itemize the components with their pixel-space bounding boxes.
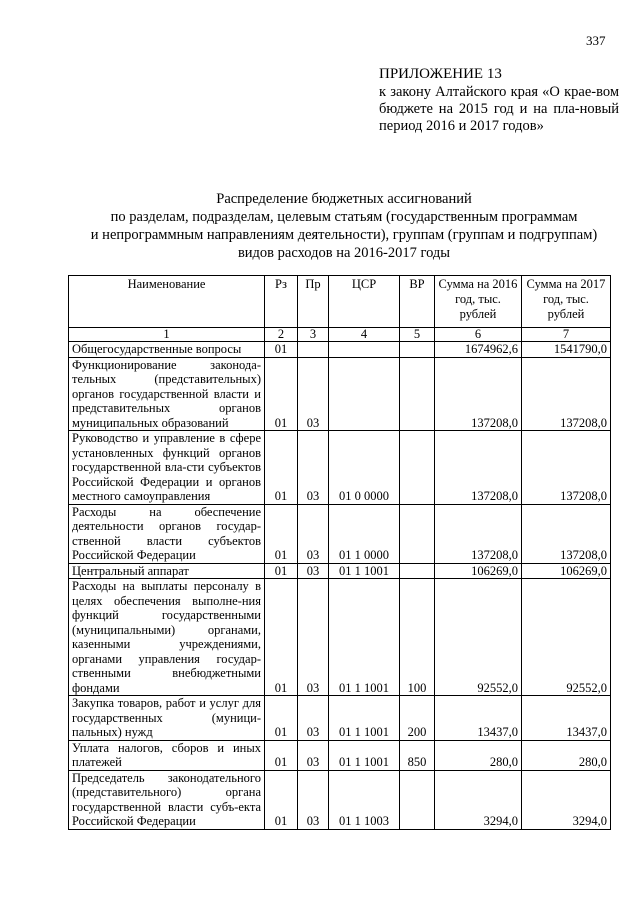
row-pr: 03 <box>298 431 329 505</box>
row-vr <box>400 342 435 358</box>
table-row <box>69 740 611 770</box>
page-number: 337 <box>586 33 606 48</box>
row-vr <box>400 563 435 579</box>
row-rz: 01 <box>265 579 298 696</box>
row-rz: 01 <box>265 563 298 579</box>
column-number: 3 <box>298 328 329 342</box>
row-rz: 01 <box>265 504 298 563</box>
row-pr: 03 <box>298 740 329 770</box>
table-row <box>69 770 611 829</box>
row-vr <box>400 504 435 563</box>
row-sum-2017: 92552,0 <box>522 579 611 696</box>
row-sum-2017: 137208,0 <box>522 504 611 563</box>
row-rz: 01 <box>265 696 298 741</box>
header-csr: ЦСР <box>329 276 400 328</box>
document-title <box>64 190 624 262</box>
document-title-line: и непрограммным направлениям деятельности), группам (группам и подгруппам) <box>90 227 598 243</box>
table-row <box>69 504 611 563</box>
row-csr: 01 1 1001 <box>329 563 400 579</box>
row-sum-2016: 137208,0 <box>435 504 522 563</box>
header-sum-2016: Сумма на 2016 год, тыс. рублей <box>435 276 522 328</box>
row-name: Общегосударственные вопросы <box>69 342 265 358</box>
column-number: 2 <box>265 328 298 342</box>
row-csr: 01 0 0000 <box>329 431 400 505</box>
table-row <box>69 696 611 741</box>
header-name: Наименование <box>69 276 265 328</box>
row-name: Расходы на выплаты персоналу в целях обеспечения выполне-ния функций государственными (муниципальными) органами, казенными учреждениями, органами управления государ-ственными внебюджетными фондами <box>69 579 265 696</box>
column-number: 7 <box>522 328 611 342</box>
row-name: Руководство и управление в сфере установленных функций органов государственной вла-сти субъектов Российской Федерации и органов местного самоуправления <box>69 431 265 505</box>
row-sum-2016: 137208,0 <box>435 357 522 431</box>
row-csr <box>329 357 400 431</box>
row-sum-2017: 280,0 <box>522 740 611 770</box>
row-pr: 03 <box>298 770 329 829</box>
table-row <box>69 357 611 431</box>
table-row <box>69 431 611 505</box>
row-rz: 01 <box>265 357 298 431</box>
budget-table <box>68 275 611 830</box>
row-sum-2017: 1541790,0 <box>522 342 611 358</box>
header-sum-2017: Сумма на 2017 год, тыс. рублей <box>522 276 611 328</box>
row-csr: 01 1 0000 <box>329 504 400 563</box>
row-pr <box>298 342 329 358</box>
row-name: Председатель законодательного (представительного) органа государственной власти субъ-екта Российской Федерации <box>69 770 265 829</box>
row-vr <box>400 431 435 505</box>
row-name: Функционирование законода-тельных (представительных) органов государственной власти и представительных органов муниципальных образований <box>69 357 265 431</box>
row-name: Уплата налогов, сборов и иных платежей <box>69 740 265 770</box>
row-sum-2016: 1674962,6 <box>435 342 522 358</box>
column-number: 1 <box>69 328 265 342</box>
document-title-line: по разделам, подразделам, целевым статьям (государственным программам <box>110 209 578 225</box>
row-pr: 03 <box>298 504 329 563</box>
row-pr: 03 <box>298 579 329 696</box>
appendix-block <box>379 66 619 135</box>
appendix-title: ПРИЛОЖЕНИЕ 13 <box>379 66 502 82</box>
row-rz: 01 <box>265 431 298 505</box>
column-number: 6 <box>435 328 522 342</box>
row-sum-2017: 3294,0 <box>522 770 611 829</box>
table-row <box>69 563 611 579</box>
row-csr: 01 1 1003 <box>329 770 400 829</box>
row-sum-2016: 280,0 <box>435 740 522 770</box>
header-rz: Рз <box>265 276 298 328</box>
row-name: Закупка товаров, работ и услуг для государственных (муници-пальных) нужд <box>69 696 265 741</box>
row-sum-2017: 137208,0 <box>522 431 611 505</box>
row-sum-2017: 13437,0 <box>522 696 611 741</box>
row-sum-2016: 13437,0 <box>435 696 522 741</box>
column-number: 4 <box>329 328 400 342</box>
row-vr: 100 <box>400 579 435 696</box>
row-rz: 01 <box>265 770 298 829</box>
row-sum-2017: 106269,0 <box>522 563 611 579</box>
row-pr: 03 <box>298 563 329 579</box>
row-vr: 200 <box>400 696 435 741</box>
row-csr: 01 1 1001 <box>329 696 400 741</box>
row-sum-2016: 92552,0 <box>435 579 522 696</box>
row-pr: 03 <box>298 696 329 741</box>
row-vr <box>400 770 435 829</box>
row-pr: 03 <box>298 357 329 431</box>
row-name: Центральный аппарат <box>69 563 265 579</box>
row-sum-2016: 137208,0 <box>435 431 522 505</box>
row-rz: 01 <box>265 740 298 770</box>
row-vr: 850 <box>400 740 435 770</box>
document-title-line: Распределение бюджетных ассигнований <box>216 191 472 207</box>
appendix-subtitle: к закону Алтайского края «О крае-вом бюджете на 2015 год и на пла-новый период 2016 и 2017 годов» <box>379 84 619 134</box>
header-pr: Пр <box>298 276 329 328</box>
header-row <box>69 276 611 328</box>
row-sum-2017: 137208,0 <box>522 357 611 431</box>
row-sum-2016: 106269,0 <box>435 563 522 579</box>
column-number: 5 <box>400 328 435 342</box>
header-vr: ВР <box>400 276 435 328</box>
row-csr: 01 1 1001 <box>329 740 400 770</box>
row-csr <box>329 342 400 358</box>
row-name: Расходы на обеспечение деятельности органов государ-ственной власти субъектов Российской Федерации <box>69 504 265 563</box>
table-row <box>69 342 611 358</box>
column-number-row <box>69 328 611 342</box>
row-sum-2016: 3294,0 <box>435 770 522 829</box>
document-title-line: видов расходов на 2016-2017 годы <box>237 245 451 261</box>
row-vr <box>400 357 435 431</box>
row-csr: 01 1 1001 <box>329 579 400 696</box>
row-rz: 01 <box>265 342 298 358</box>
table-row <box>69 579 611 696</box>
